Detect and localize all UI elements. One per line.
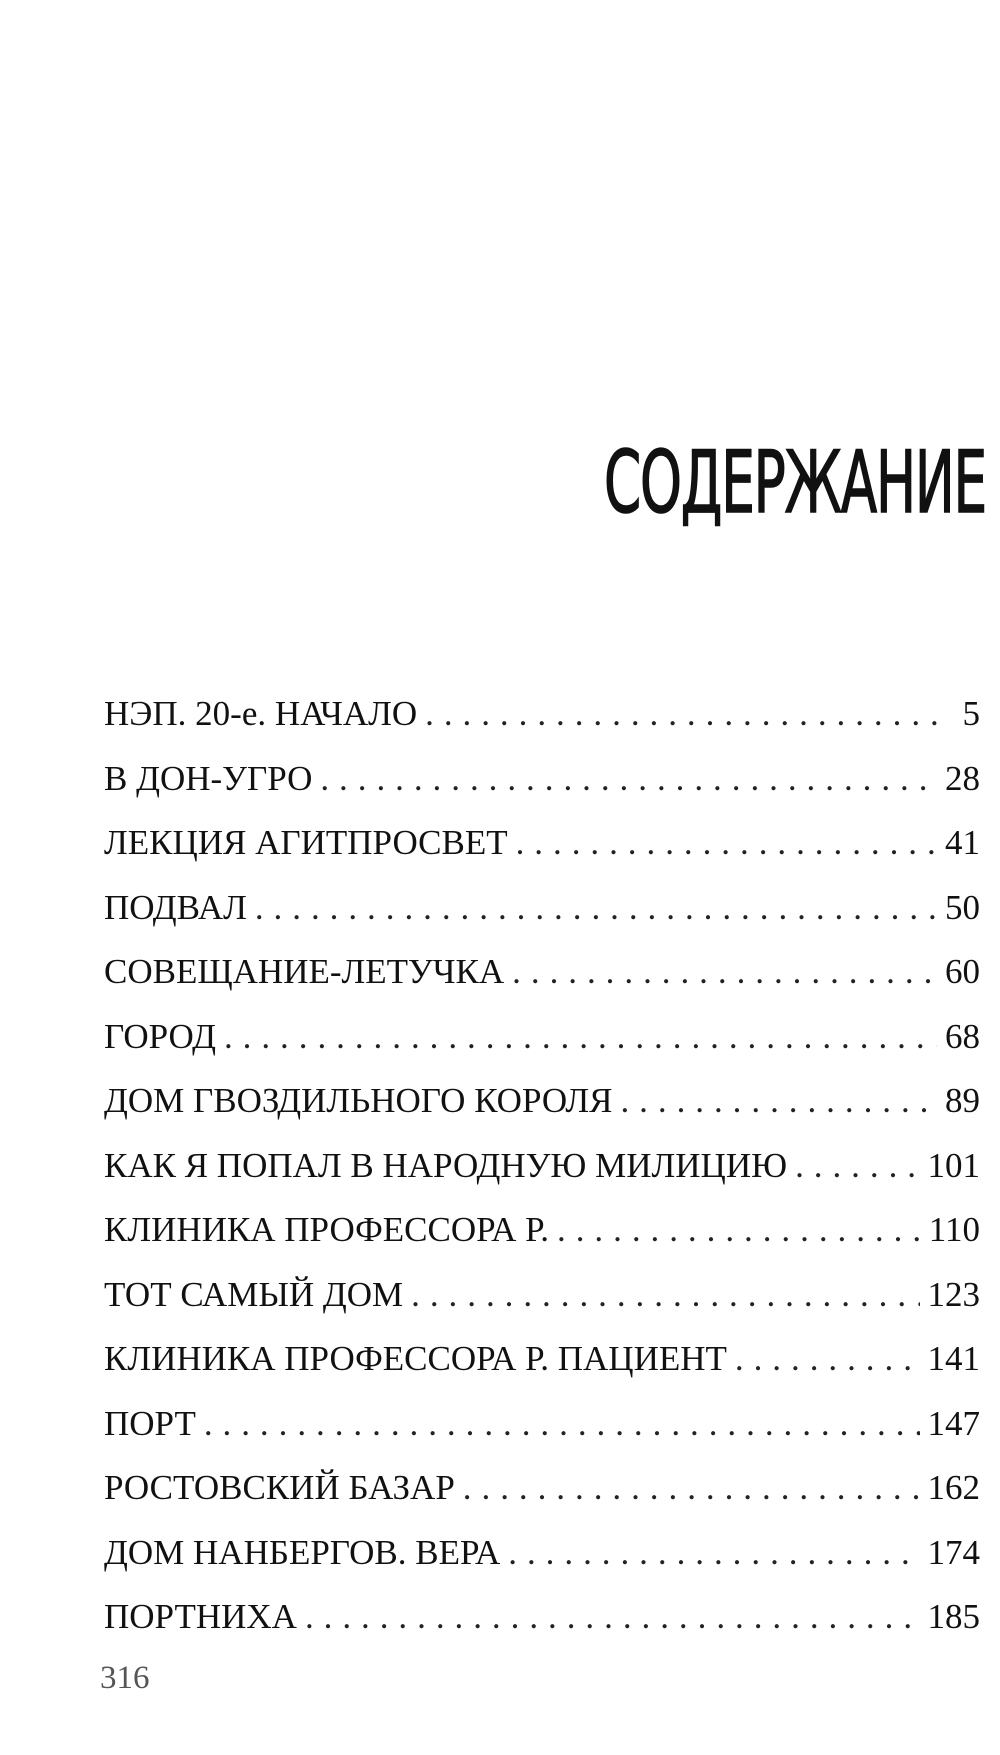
toc-entry — [104, 747, 980, 812]
table-of-contents — [104, 682, 980, 1650]
toc-entry — [104, 1327, 980, 1392]
toc-entry-title: КЛИНИКА ПРОФЕССОРА Р. — [104, 1210, 550, 1249]
toc-entry — [104, 876, 980, 941]
toc-entry-title: ЛЕКЦИЯ АГИТПРОСВЕТ — [104, 823, 508, 862]
toc-entry — [104, 1263, 980, 1328]
toc-entry-title: КЛИНИКА ПРОФЕССОРА Р. ПАЦИЕНТ — [104, 1339, 727, 1378]
toc-entry — [104, 1392, 980, 1457]
toc-entry — [104, 1521, 980, 1586]
dot-leader — [411, 1263, 919, 1328]
dot-leader — [512, 940, 937, 1005]
dot-leader — [255, 876, 937, 941]
toc-entry — [104, 1069, 980, 1134]
toc-entry-title: ПОДВАЛ — [104, 887, 247, 927]
toc-entry-title: РОСТОВСКИЙ БАЗАР — [104, 1468, 455, 1507]
toc-entry-page: 162 — [927, 1468, 980, 1507]
dot-leader — [620, 1069, 937, 1134]
dot-leader — [516, 811, 937, 876]
toc-entry-title: ДОМ НАНБЕРГОВ. ВЕРА — [104, 1532, 501, 1572]
toc-entry — [104, 1198, 980, 1263]
toc-entry-page: 110 — [928, 1210, 980, 1249]
toc-entry — [104, 1456, 980, 1521]
dot-leader — [425, 682, 942, 747]
toc-entry — [104, 682, 980, 747]
page-title: СОДЕРЖАНИЕ — [604, 433, 986, 533]
toc-entry — [104, 1005, 980, 1070]
dot-leader — [557, 1198, 921, 1263]
toc-entry-title: КАК Я ПОПАЛ В НАРОДНУЮ МИЛИЦИЮ — [104, 1145, 788, 1185]
toc-entry — [104, 811, 980, 876]
toc-entry-page: 68 — [945, 1016, 980, 1056]
toc-entry — [104, 1134, 980, 1199]
dot-leader — [204, 1392, 920, 1457]
toc-entry — [104, 1585, 980, 1650]
toc-entry-page: 5 — [962, 694, 980, 733]
dot-leader — [320, 747, 937, 812]
toc-entry-page: 123 — [927, 1274, 980, 1314]
toc-entry-page: 50 — [945, 887, 980, 927]
toc-entry-page: 185 — [927, 1597, 980, 1636]
toc-entry — [104, 940, 980, 1005]
dot-leader — [224, 1005, 937, 1070]
toc-entry-title: НЭП. 20-е. НАЧАЛО — [104, 694, 418, 733]
dot-leader — [795, 1134, 919, 1199]
page-number: 316 — [100, 1660, 150, 1696]
dot-leader — [508, 1521, 919, 1586]
toc-entry-title: СОВЕЩАНИЕ-ЛЕТУЧКА — [104, 952, 505, 991]
toc-entry-page: 101 — [927, 1145, 980, 1185]
toc-entry-title: ПОРТНИХА — [104, 1597, 297, 1636]
toc-entry-title: В ДОН-УГРО — [104, 758, 313, 798]
dot-leader — [463, 1456, 920, 1521]
toc-entry-page: 174 — [927, 1532, 980, 1572]
dot-leader — [735, 1327, 920, 1392]
toc-entry-title: ТОТ САМЫЙ ДОМ — [104, 1274, 404, 1314]
dot-leader — [305, 1585, 920, 1650]
toc-entry-page: 41 — [945, 823, 980, 862]
toc-entry-title: ДОМ ГВОЗДИЛЬНОГО КОРОЛЯ — [104, 1081, 613, 1120]
toc-entry-page: 141 — [927, 1339, 980, 1378]
toc-entry-page: 60 — [945, 952, 980, 991]
toc-entry-title: ПОРТ — [104, 1403, 196, 1443]
toc-entry-page: 28 — [945, 758, 980, 798]
toc-entry-page: 147 — [927, 1403, 980, 1443]
toc-entry-page: 89 — [945, 1081, 980, 1120]
toc-entry-title: ГОРОД — [104, 1016, 216, 1056]
